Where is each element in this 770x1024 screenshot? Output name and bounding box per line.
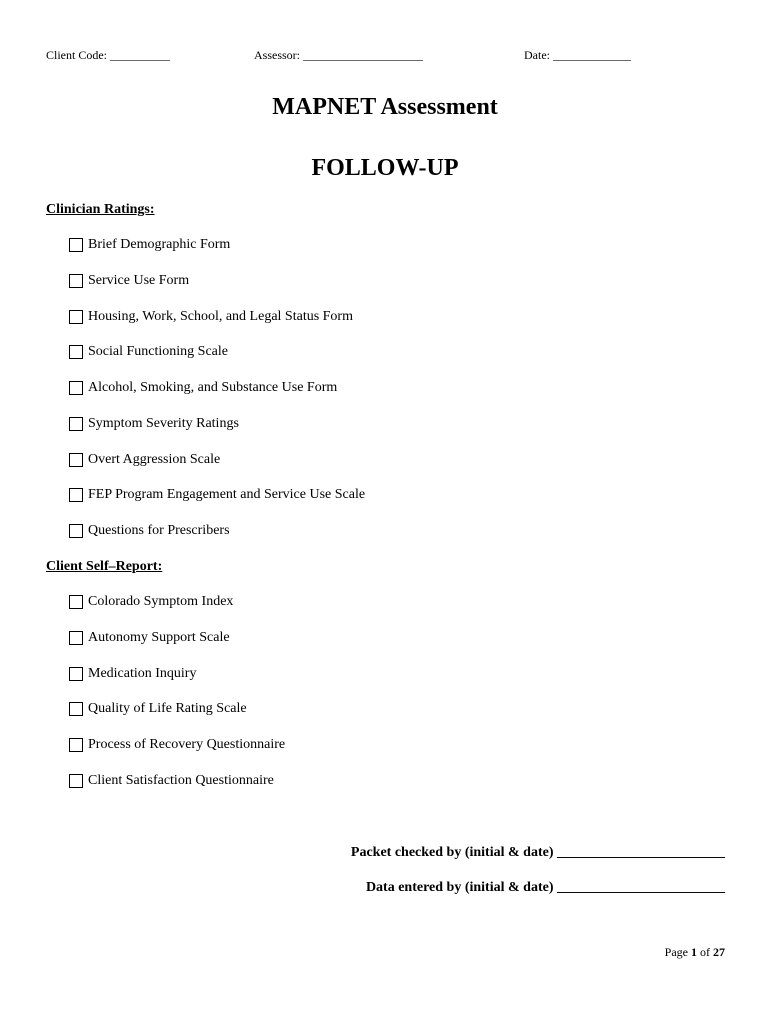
checkbox[interactable] <box>69 595 83 609</box>
clinician-item[interactable] <box>69 271 189 291</box>
item-label: Quality of Life Rating Scale <box>88 701 247 716</box>
page-number: 1 <box>691 945 697 959</box>
checkbox[interactable] <box>69 453 83 467</box>
checkbox[interactable] <box>69 774 83 788</box>
checkbox[interactable] <box>69 702 83 716</box>
client-code-field[interactable]: Client Code: __________ <box>46 48 170 62</box>
checkbox[interactable] <box>69 345 83 359</box>
page-total: 27 <box>713 945 725 959</box>
self-report-item[interactable] <box>69 735 285 755</box>
clinician-item[interactable] <box>69 235 230 255</box>
item-label: Autonomy Support Scale <box>88 630 230 645</box>
clinician-item[interactable] <box>69 342 228 362</box>
self-report-item[interactable] <box>69 628 230 648</box>
clinician-item[interactable] <box>69 450 220 470</box>
item-label: Brief Demographic Form <box>88 237 231 252</box>
item-label: Housing, Work, School, and Legal Status Form <box>88 309 353 324</box>
client-self-report-heading: Client Self–Report: <box>46 559 163 574</box>
checkbox[interactable] <box>69 667 83 681</box>
page-prefix: Page <box>664 945 688 959</box>
date-field[interactable]: Date: _____________ <box>524 48 631 62</box>
checkbox[interactable] <box>69 417 83 431</box>
clinician-item[interactable] <box>69 414 239 434</box>
page-title: MAPNET Assessment <box>272 94 498 120</box>
item-label: Client Satisfaction Questionnaire <box>88 773 274 788</box>
item-label: FEP Program Engagement and Service Use Scale <box>88 487 366 502</box>
clinician-ratings-heading: Clinician Ratings: <box>46 202 155 217</box>
page-number-footer <box>665 945 725 960</box>
page-subtitle: FOLLOW-UP <box>311 155 459 181</box>
item-label: Medication Inquiry <box>88 666 197 681</box>
checkbox[interactable] <box>69 631 83 645</box>
item-label: Overt Aggression Scale <box>88 452 221 467</box>
packet-checked-field[interactable]: Packet checked by (initial & date) ________________________ <box>350 845 725 860</box>
self-report-item[interactable] <box>69 771 274 791</box>
checkbox[interactable] <box>69 238 83 252</box>
item-label: Process of Recovery Questionnaire <box>88 737 286 752</box>
clinician-item[interactable] <box>69 485 365 505</box>
of-label: of <box>700 945 710 959</box>
item-label: Questions for Prescribers <box>88 523 230 538</box>
self-report-item[interactable] <box>69 592 233 612</box>
item-label: Symptom Severity Ratings <box>88 416 239 431</box>
checkbox[interactable] <box>69 524 83 538</box>
self-report-item[interactable] <box>69 664 196 684</box>
item-label: Colorado Symptom Index <box>88 594 234 609</box>
checkbox[interactable] <box>69 274 83 288</box>
assessor-field[interactable]: Assessor: ____________________ <box>254 48 424 62</box>
data-entered-field[interactable]: Data entered by (initial & date) ________________________ <box>365 880 725 895</box>
checkbox[interactable] <box>69 488 83 502</box>
self-report-item[interactable] <box>69 699 247 719</box>
checkbox[interactable] <box>69 381 83 395</box>
clinician-item[interactable] <box>69 521 230 541</box>
item-label: Social Functioning Scale <box>88 344 228 359</box>
item-label: Alcohol, Smoking, and Substance Use Form <box>88 380 338 395</box>
clinician-item[interactable] <box>69 378 337 398</box>
item-label: Service Use Form <box>88 273 190 288</box>
checkbox[interactable] <box>69 738 83 752</box>
checkbox[interactable] <box>69 310 83 324</box>
clinician-item[interactable] <box>69 307 353 327</box>
